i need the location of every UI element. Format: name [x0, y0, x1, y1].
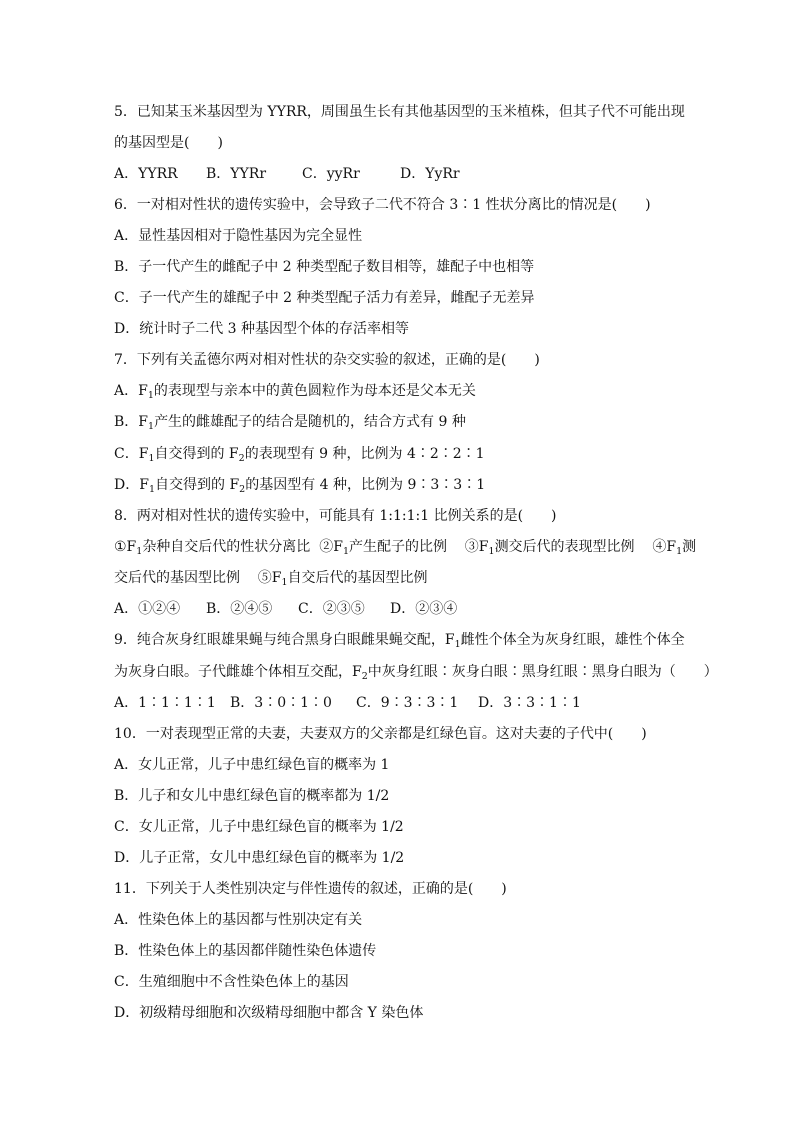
q8-stem: 8．两对相对性状的遗传实验中，可能具有 1:1:1:1 比例关系的是( ) [114, 508, 557, 524]
q7-option-d: D．$F_1$自交得到的 $F_2$的基因型有 4 种，比例为 9∶3∶3∶1 [114, 477, 486, 495]
q7-option-a: A．$F_1$的表现型与亲本中的黄色圆粒作为母本还是父本无关 [114, 383, 476, 401]
q5-stem-line1: 5．已知某玉米基因型为 YYRR，周围虽生长有其他基因型的玉米植株，但其子代不可能出现 [114, 104, 685, 120]
q11-option-b: B．性染色体上的基因都伴随性染色体遗传 [114, 943, 377, 959]
q11-option-a: A．性染色体上的基因都与性别决定有关 [114, 912, 363, 928]
q8-options [114, 599, 754, 619]
q11-option-d: D．初级精母细胞和次级精母细胞中都含 Y 染色体 [114, 1005, 424, 1021]
q10-option-d: D．儿子正常，女儿中患红绿色盲的概率为 1/2 [114, 850, 405, 866]
q7-option-c: C．$F_1$自交得到的 $F_2$的表现型有 9 种，比例为 4∶2∶2∶1 [114, 446, 485, 464]
q8-option-c: C．②③⑤ [298, 601, 365, 617]
q5-option-a: A．YYRR [114, 166, 178, 182]
q5-option-d: D．YyRr [400, 166, 460, 182]
q5-option-b: B．YYRr [206, 166, 267, 182]
q9-option-a: A．1∶1∶1∶1 [114, 695, 216, 711]
q6-option-a: A．显性基因相对于隐性基因为完全显性 [114, 228, 363, 244]
q8-option-d: D．②③④ [390, 601, 458, 617]
q5-option-c: C．yyRr [302, 166, 360, 182]
q5-options [114, 164, 754, 184]
q8-option-a: A．①②④ [114, 601, 181, 617]
q9-option-d: D．3∶3∶1∶1 [478, 695, 581, 711]
q9-option-b: B．3∶0∶1∶0 [230, 695, 332, 711]
q6-option-b: B．子一代产生的雌配子中 2 种类型配子数目相等，雄配子中也相等 [114, 259, 535, 275]
q7-stem: 7．下列有关孟德尔两对相对性状的杂交实验的叙述，正确的是( ) [114, 352, 540, 368]
q10-option-a: A．女儿正常，儿子中患红绿色盲的概率为 1 [114, 757, 390, 773]
q9-options [114, 693, 754, 713]
q10-option-b: B．儿子和女儿中患红绿色盲的概率都为 1/2 [114, 788, 390, 804]
q9-stem-line1: 9．纯合灰身红眼雄果蝇与纯合黑身白眼雌果蝇交配，$F_1$雌性个体全为灰身红眼，雄性个体全 [114, 632, 685, 650]
q5-stem-line2: 的基因型是( ) [114, 135, 223, 151]
q9-stem-line2: 为灰身白眼。子代雌雄个体相互交配，$F_2$中灰身红眼∶灰身白眼∶黑身红眼∶黑身白眼为（ ） [114, 664, 718, 682]
q10-stem: 10．一对表现型正常的夫妻，夫妻双方的父亲都是红绿色盲。这对夫妻的子代中( ) [114, 726, 647, 742]
q6-option-d: D．统计时子二代 3 种基因型个体的存活率相等 [114, 321, 410, 337]
q11-stem: 11．下列关于人类性别决定与伴性遗传的叙述，正确的是( ) [114, 881, 507, 897]
q7-option-b: B．$F_1$产生的雌雄配子的结合是随机的，结合方式有 9 种 [114, 414, 466, 432]
q8-option-b: B．②④⑤ [206, 601, 273, 617]
q10-option-c: C．女儿正常，儿子中患红绿色盲的概率为 1/2 [114, 819, 404, 835]
q11-option-c: C．生殖细胞中不含性染色体上的基因 [114, 974, 349, 990]
q8-items-line1: $①F_1$杂种自交后代的性状分离比 $②F_1$产生配子的比例 $③F_1$测交后代的表现型比例 $④F_1$测 [114, 539, 697, 557]
q6-option-c: C．子一代产生的雄配子中 2 种类型配子活力有差异，雌配子无差异 [114, 290, 535, 306]
q8-items-line2: 交后代的基因型比例 $⑤F_1$自交后代的基因型比例 [114, 570, 428, 588]
q9-option-c: C．9∶3∶3∶1 [356, 695, 459, 711]
q6-stem: 6．一对相对性状的遗传实验中，会导致子二代不符合 3∶1 性状分离比的情况是( ) [114, 197, 651, 213]
